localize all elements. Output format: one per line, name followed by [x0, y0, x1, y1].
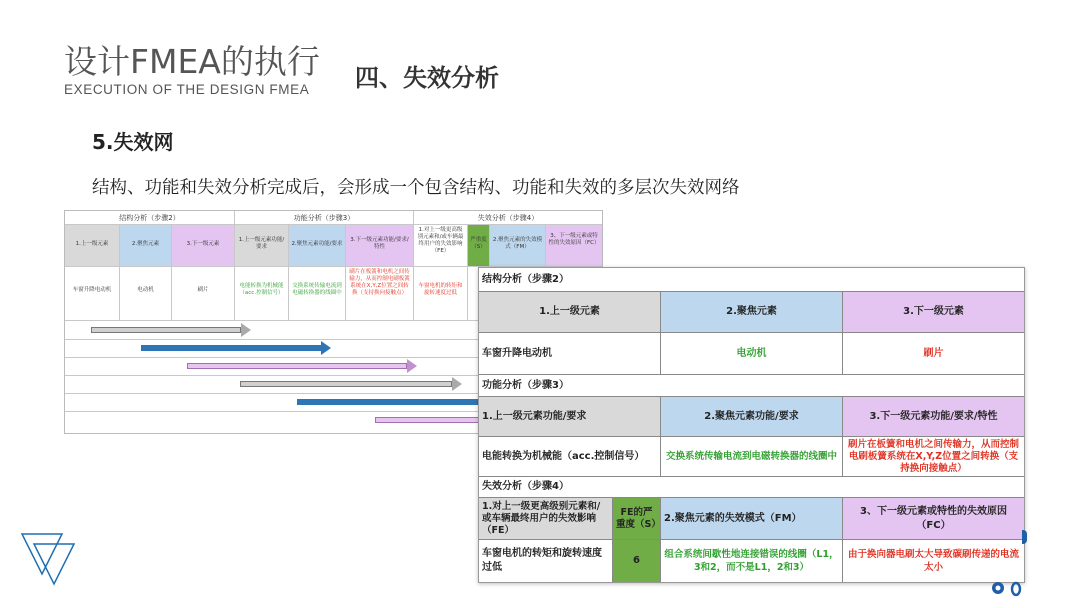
group-header-function: 功能分析（步骤3） [235, 211, 414, 225]
structure-value: 刷片 [923, 347, 944, 359]
col-header: 1.上一级元素功能/要求 [235, 225, 289, 267]
structure-header: 1.上一级元素 [479, 292, 661, 332]
detail-table [478, 267, 1025, 583]
structure-title: 结构分析（步骤2） [482, 273, 569, 285]
col-header: 2.聚焦元素功能/要求 [289, 225, 346, 267]
failure-header: 1.对上一级更高级别元素和/或车辆最终用户的失效影响（FE） [479, 498, 613, 539]
function-header: 1.上一级元素功能/要求 [479, 397, 661, 436]
cell: 电能转换为机械能（acc.控制信号） [235, 267, 289, 321]
flow-arrow [297, 398, 487, 406]
group-header-structure: 结构分析（步骤2） [65, 211, 235, 225]
structure-header-row [479, 292, 1024, 333]
page-title: 设计FMEA的执行 [64, 42, 320, 81]
failure-value: 由于换向器电刷太大导致碳刷传递的电流太小 [847, 549, 1019, 573]
flow-arrow [141, 344, 331, 352]
col-header: 3.下一级元素功能/要求/特性 [346, 225, 414, 267]
triangle-logo-icon [20, 530, 76, 586]
page-subtitle: EXECUTION OF THE DESIGN FMEA [64, 82, 310, 97]
col-header: 1.上一级元素 [65, 225, 120, 267]
function-value-row [479, 437, 1024, 477]
flow-arrow [187, 362, 417, 370]
flow-arrow [375, 416, 485, 424]
severity-value: 6 [613, 540, 661, 582]
cell: 车窗升降电动机 [65, 267, 120, 321]
edge-decoration [1022, 530, 1027, 544]
function-header-row [479, 397, 1024, 437]
failure-title-row [479, 477, 1024, 498]
group-header-failure: 失效分析（步骤4） [414, 211, 602, 225]
failure-title: 失效分析（步骤4） [482, 481, 569, 492]
function-title: 功能分析（步骤3） [482, 379, 569, 391]
failure-value-row [479, 540, 1024, 582]
corner-logo-icon [990, 576, 1028, 598]
failure-value: 组合系统间歇性地连接错误的线圈（L1，3和2，而不是L1，2和3） [661, 540, 843, 582]
cell: 车窗电机的转矩和旋转速度过低 [414, 267, 468, 321]
function-value: 电能转换为机械能（acc.控制信号） [479, 437, 661, 476]
cell: 交换系统传输电流到电磁转换器的线圈中 [289, 267, 346, 321]
structure-value: 车窗升降电动机 [479, 333, 661, 374]
structure-value-row [479, 333, 1024, 375]
description: 结构、功能和失效分析完成后，会形成一个包含结构、功能和失效的多层次失效网络 [92, 178, 740, 198]
structure-header: 2.聚焦元素 [661, 292, 843, 332]
function-value: 交换系统传输电流到电磁转换器的线圈中 [661, 437, 843, 476]
section-title: 四、失效分析 [355, 64, 499, 92]
col-header: 3.下一级元素 [172, 225, 235, 267]
col-header: 严重度（S） [468, 225, 490, 267]
function-value: 刷片在板簧和电机之间传输力，从而控制电刷板簧系统在X,Y,Z位置之间转换（支持换向接触点） [847, 438, 1019, 474]
structure-title-row [479, 268, 1024, 292]
cell: 刷片 [172, 267, 235, 321]
col-header: 2.聚焦元素 [120, 225, 172, 267]
function-header: 2.聚焦元素功能/要求 [661, 397, 843, 436]
col-header: 2.聚焦元素的失效模式（FM） [490, 225, 546, 267]
function-header: 3.下一级元素功能/要求/特性 [843, 397, 1024, 436]
failure-value: 车窗电机的转矩和旋转速度过低 [479, 540, 613, 582]
cell: 刷片在板簧和电机之间传输力，从而控制电刷板簧系统在X,Y,Z位置之间转换（支持换向接触点） [346, 267, 414, 321]
function-title-row [479, 375, 1024, 397]
structure-value: 电动机 [661, 333, 843, 374]
failure-header: 3、下一级元素或特性的失效原因（FC） [843, 498, 1024, 539]
col-header: 1.对上一级更高级别元素和/或车辆最终用户的失效影响（FE） [414, 225, 468, 267]
failure-header: 2.聚焦元素的失效模式（FM） [661, 498, 843, 539]
cell: 电动机 [120, 267, 172, 321]
flow-arrow [240, 380, 462, 388]
failure-header: FE的严重度（S） [613, 498, 661, 539]
col-header: 3、下一级元素或特性的失效原因（FC） [546, 225, 602, 267]
structure-header: 3.下一级元素 [843, 292, 1024, 332]
subheading: 5.失效网 [92, 130, 174, 154]
flow-arrow [91, 326, 251, 334]
failure-header-row [479, 498, 1024, 540]
